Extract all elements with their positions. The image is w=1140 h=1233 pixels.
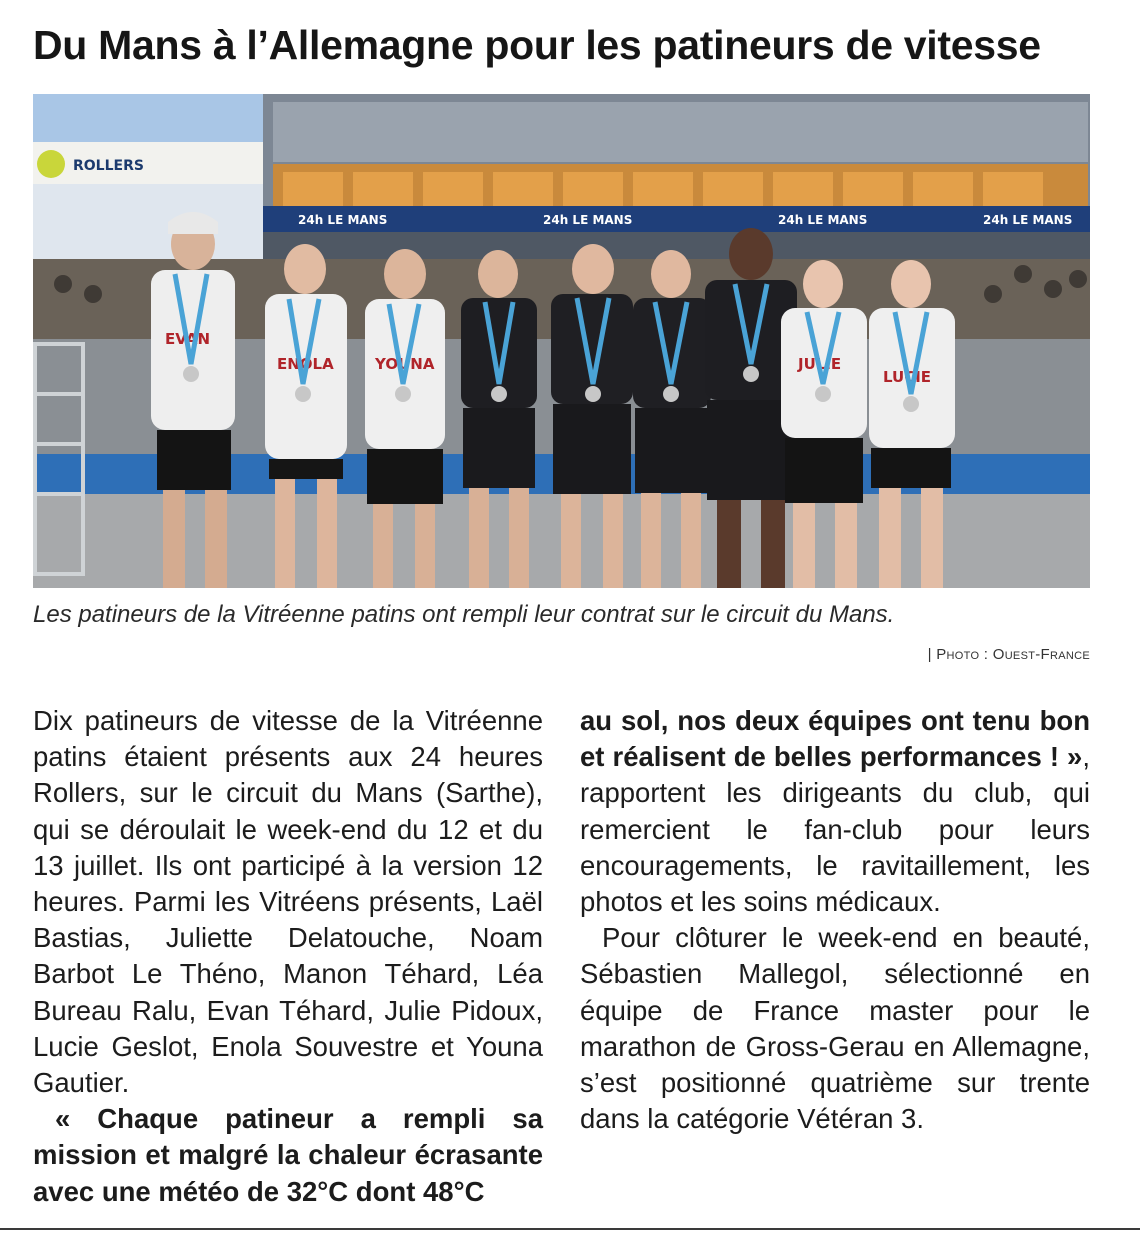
article-column-left [33, 703, 543, 1210]
shirt-name-1: EVAN [165, 330, 210, 348]
article-photo [33, 94, 1090, 588]
banner-text-3: 24h LE MANS [778, 213, 868, 227]
photo-caption: Les patineurs de la Vitréenne patins ont rempli leur contrat sur le circuit du Mans. [33, 601, 895, 628]
arch-text: ROLLERS [73, 158, 144, 174]
bottom-rule [0, 1228, 1140, 1230]
shirt-name-3: YOUNA [375, 355, 435, 373]
paragraph-conclusion: Pour clôturer le week-end en beauté, Sébastien Mallegol, sélectionné en équipe de France master pour le marathon de Gross-Gerau en Allemagne, s’est positionné quatrième sur trente dans la catégorie Vétéran 3. [580, 922, 1090, 1135]
banner-text-4: 24h LE MANS [983, 213, 1073, 227]
article-column-right [580, 703, 1090, 1137]
shirt-name-4: JULIE [798, 355, 842, 373]
quote-end-text: au sol, nos deux équipes ont tenu bon et réalisent de belles performances ! » [580, 705, 1090, 773]
paragraph-intro: Dix patineurs de vitesse de la Vitréenne patins étaient présents aux 24 heures Rollers, sur le circuit du Mans (Sarthe), qui se déroulait le week-end du 12 et du 13 juillet. Ils ont participé à la version 12 heures. Parmi les Vitréens présents, Laël Bastias, Juliette Delatouche, Noam Barbot Le Théno, Manon Téhard, Léa Bureau Ralu, Evan Téhard, Julie Pidoux, Lucie Geslot, Enola Souvestre et Youna Gautier. [33, 705, 543, 1099]
photo-credit: | Photo : Ouest-France [927, 646, 1090, 663]
paragraph-quote-end [580, 703, 1090, 920]
banner-text-2: 24h LE MANS [543, 213, 633, 227]
banner-text-1: 24h LE MANS [298, 213, 388, 227]
shirt-name-5: LUCIE [883, 368, 932, 386]
shirt-name-2: ENOLA [277, 355, 334, 373]
article-headline: Du Mans à l’Allemagne pour les patineurs de vitesse [33, 22, 1041, 68]
quote-attribution: , rapportent les dirigeants du club, qui remercient le fan-club pour leurs encouragements, le ravitaillement, les photos et les soins médicaux. [580, 741, 1090, 918]
paragraph-quote-start: « Chaque patineur a rempli sa mission et malgré la chaleur écrasante avec une météo de 32°C dont 48°C [33, 1103, 543, 1207]
